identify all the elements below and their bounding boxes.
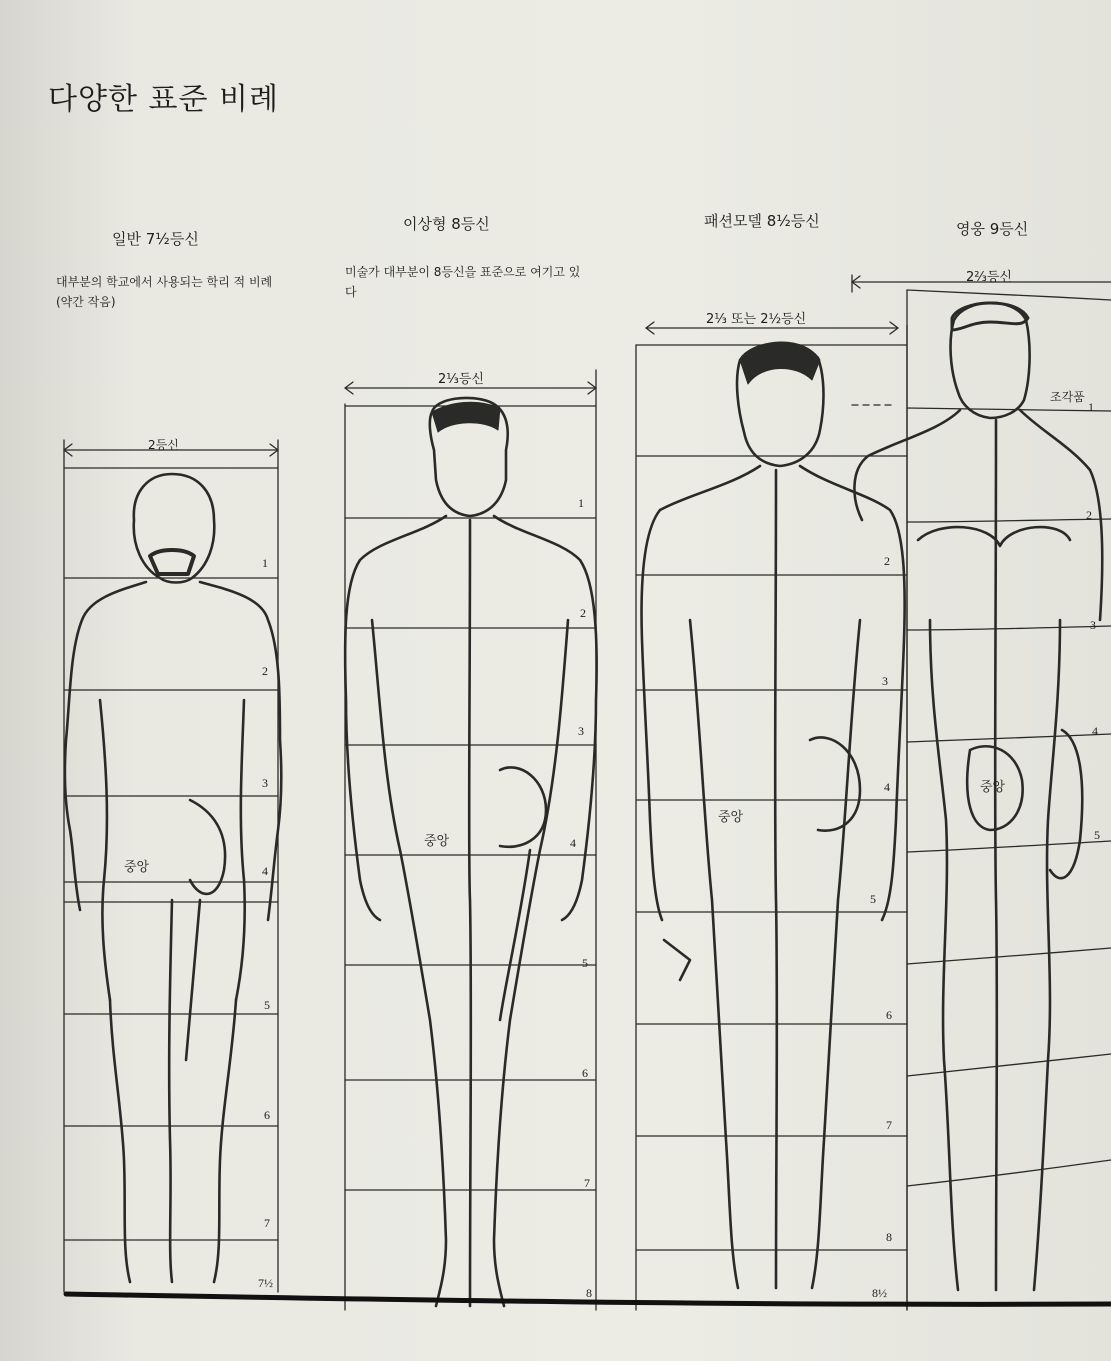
mark-ideal-3: 3 [578, 724, 584, 738]
mark-ideal-1: 1 [578, 496, 584, 510]
width-label-ideal: 2⅓등신 [438, 372, 484, 387]
mark-normal-7: 7 [264, 1216, 270, 1230]
mark-normal-6: 6 [264, 1108, 270, 1122]
figure-title-heroic: 영웅 9등신 [956, 220, 1029, 238]
figure-fashion [642, 342, 905, 1288]
mark-fashion-5: 5 [870, 892, 876, 906]
mark-heroic-2: 2 [1086, 508, 1092, 522]
center-label-fashion: 중앙 [718, 810, 744, 825]
width-label-fashion: 2⅓ 또는 2½등신 [706, 312, 807, 327]
mark-ideal-7: 7 [584, 1176, 590, 1190]
mark-heroic-5: 5 [1094, 828, 1100, 842]
center-label-normal: 중앙 [124, 860, 150, 875]
mark-fashion-4: 4 [884, 780, 890, 794]
mark-ideal-8: 8 [586, 1286, 592, 1300]
figure-title-fashion: 패션모델 8½등신 [704, 212, 820, 230]
grid-fashion [636, 322, 907, 1310]
mark-fashion-8: 8 [886, 1230, 892, 1244]
center-label-ideal: 중앙 [424, 834, 450, 849]
figure-title-ideal: 이상형 8등신 [403, 215, 490, 233]
figure-heroic [854, 303, 1102, 1290]
mark-fashion-7: 7 [886, 1118, 892, 1132]
mark-fashion-3: 3 [882, 674, 888, 688]
mark-fashion-8half: 8½ [872, 1286, 887, 1300]
width-label-heroic: 2⅔등신 [966, 270, 1012, 285]
mark-heroic-1: 1 [1088, 400, 1094, 414]
figure-title-normal: 일반 7½등신 [112, 230, 199, 248]
figure-normal [65, 474, 282, 1282]
mark-normal-2: 2 [262, 664, 268, 678]
mark-fashion-6: 6 [886, 1008, 892, 1022]
figure-desc-ideal: 미술가 대부분이 8등신을 표준으로 여기고 있다 [345, 265, 581, 299]
page-title: 다양한 표준 비례 [48, 82, 279, 117]
figure-ideal [345, 398, 597, 1306]
center-label-heroic: 중앙 [980, 780, 1006, 795]
mark-normal-7half: 7½ [258, 1276, 273, 1290]
mark-normal-3: 3 [262, 776, 268, 790]
sculpture-label: 조각품 [1050, 390, 1085, 404]
mark-ideal-4: 4 [570, 836, 576, 850]
mark-normal-4: 4 [262, 864, 268, 878]
mark-ideal-2: 2 [580, 606, 586, 620]
figure-desc-normal: 대부분의 학교에서 사용되는 학리 적 비례(약간 작음) [56, 275, 273, 309]
mark-heroic-4: 4 [1092, 724, 1098, 738]
mark-normal-1: 1 [262, 556, 268, 570]
mark-normal-5: 5 [264, 998, 270, 1012]
mark-heroic-3: 3 [1090, 618, 1096, 632]
mark-ideal-6: 6 [582, 1066, 588, 1080]
width-label-normal: 2등신 [148, 438, 179, 452]
mark-fashion-2: 2 [884, 554, 890, 568]
mark-ideal-5: 5 [582, 956, 588, 970]
